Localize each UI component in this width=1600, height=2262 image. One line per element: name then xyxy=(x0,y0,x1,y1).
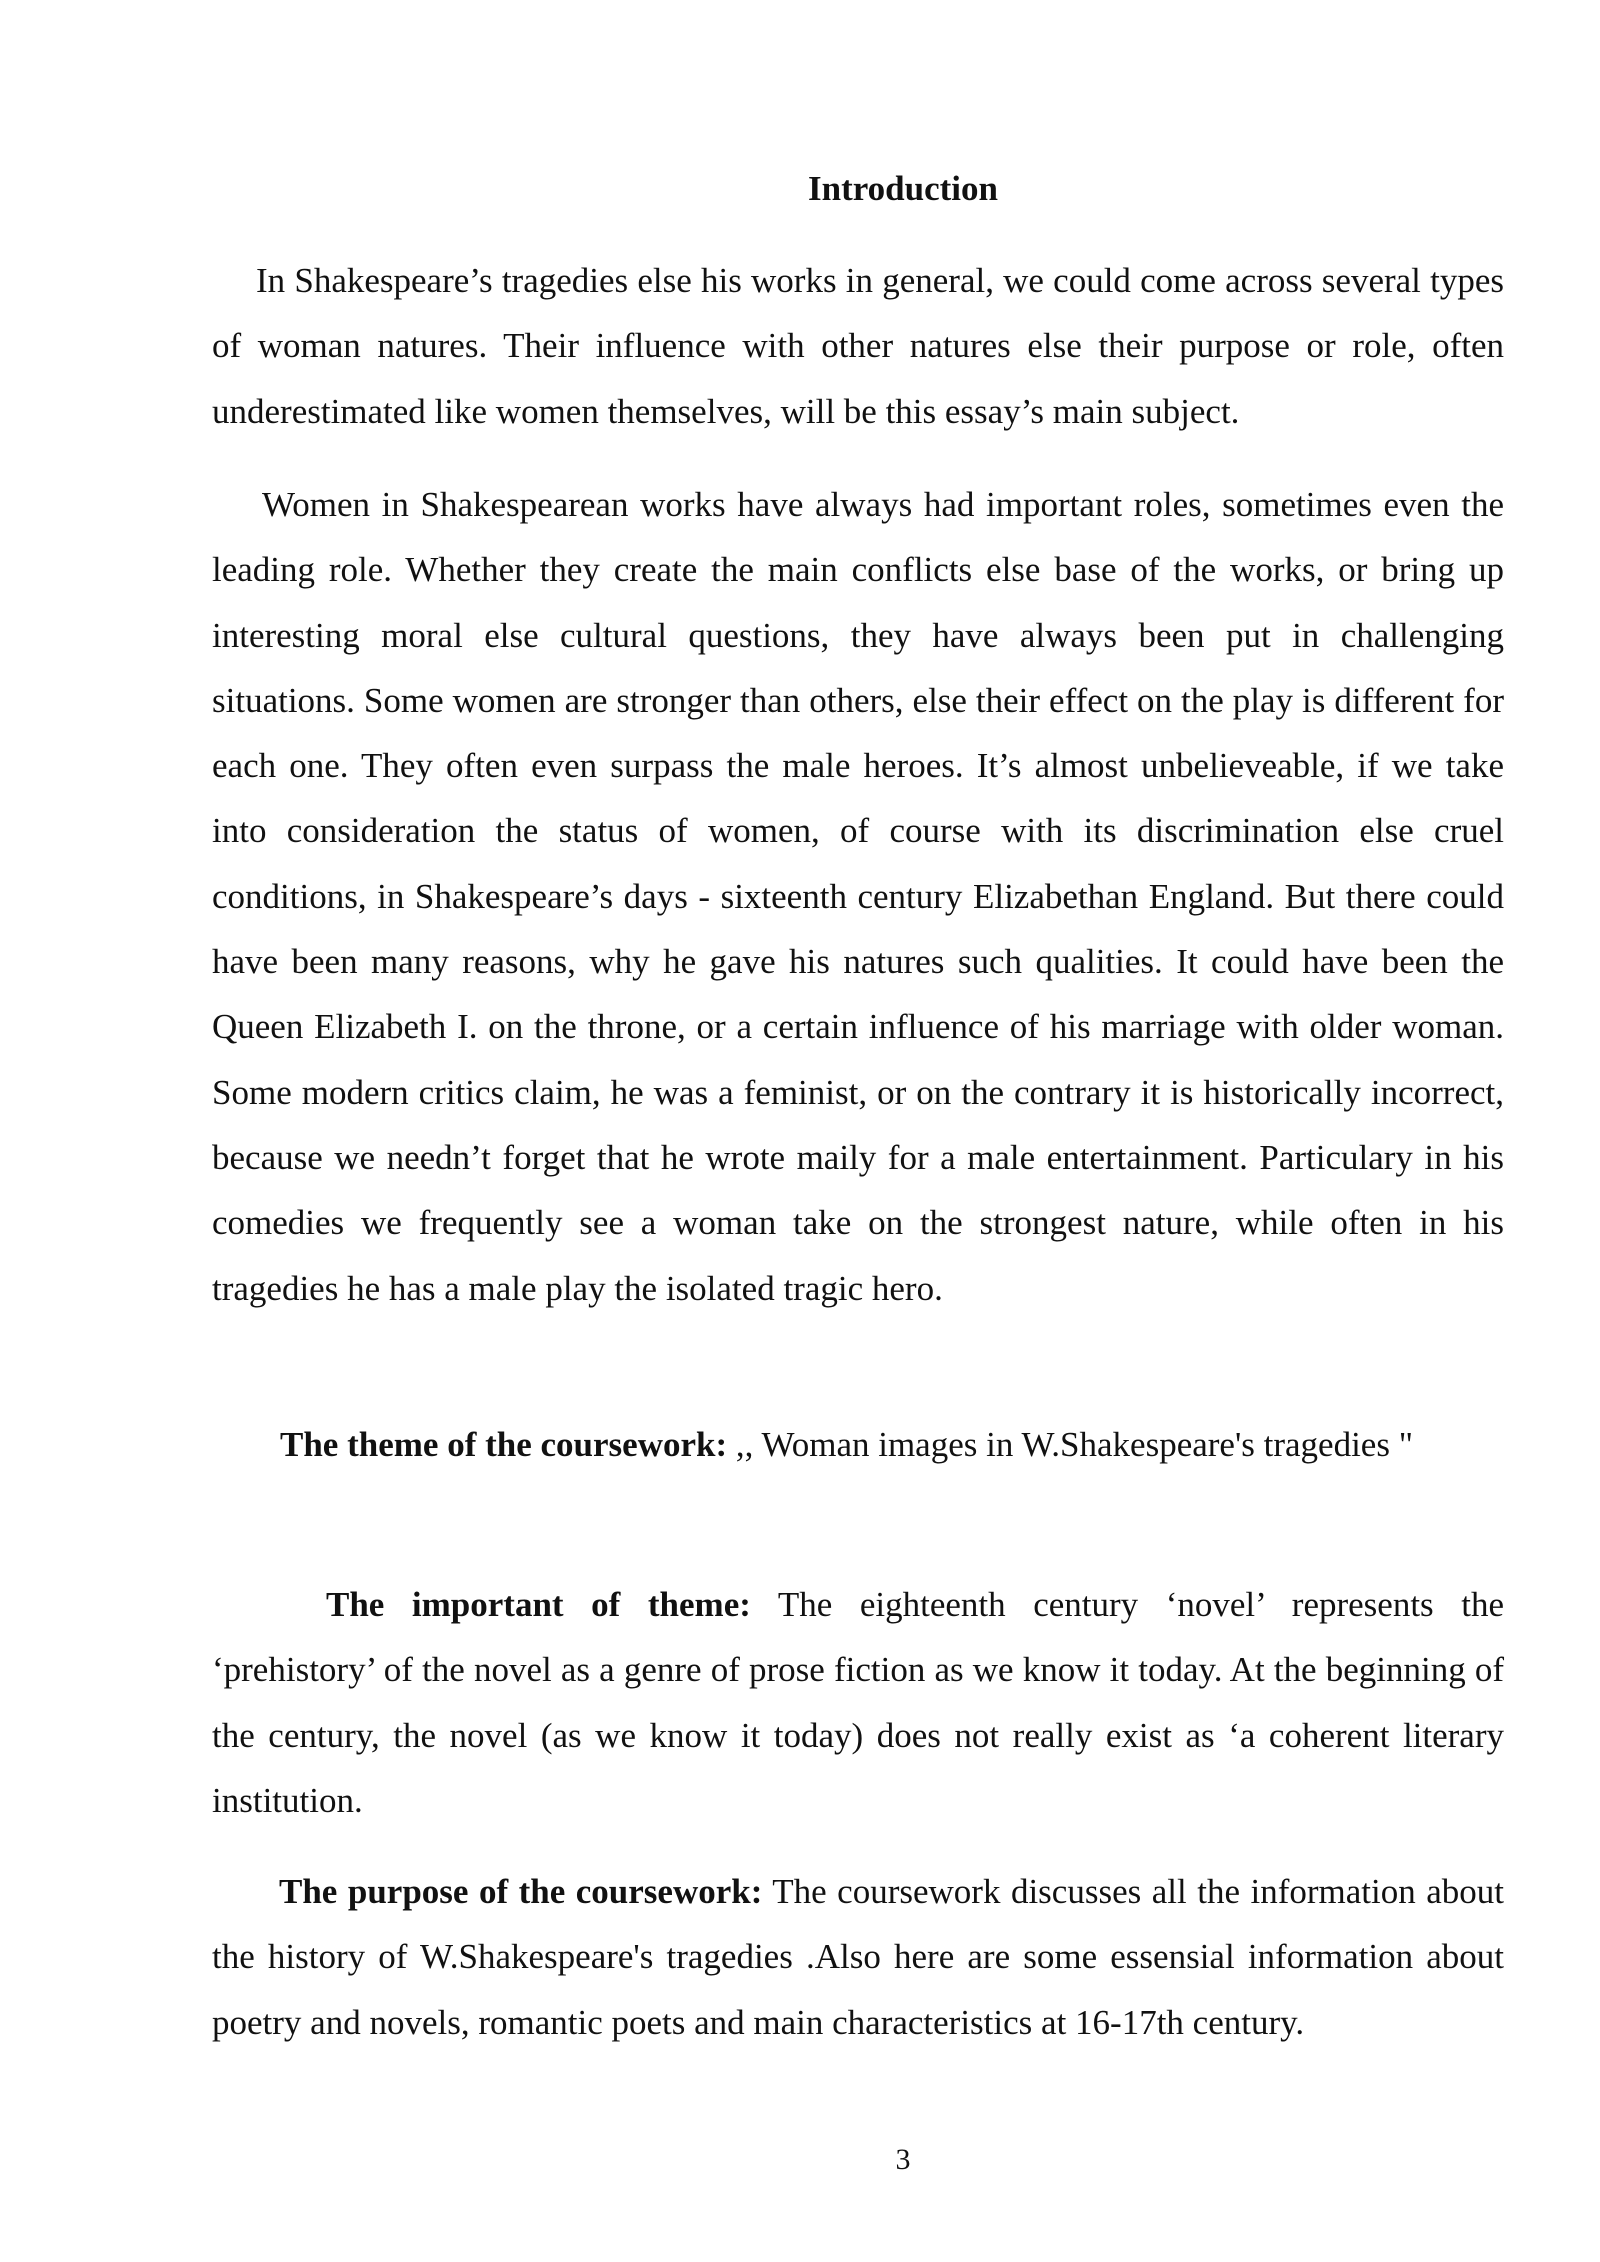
theme-paragraph xyxy=(212,1412,1504,1477)
page-title: Introduction xyxy=(808,169,998,208)
intro-paragraph-1 xyxy=(212,248,1504,444)
importance-paragraph xyxy=(212,1572,1504,1833)
theme-text: ,, Woman images in W.Shakespeare's tragedies " xyxy=(727,1425,1413,1464)
importance-label: The important of theme: xyxy=(326,1585,751,1624)
purpose-label: The purpose of the coursework: xyxy=(279,1872,763,1911)
document-page xyxy=(212,0,1504,2262)
page-number: 3 xyxy=(895,2143,911,2176)
purpose-paragraph xyxy=(212,1859,1504,2055)
paragraph-text: In Shakespeare’s tragedies else his works in general, we could come across several types of woman natures. Their influence with other natures else their purpose or role, often underestimated like women themselves, will be this essay’s main subject. xyxy=(212,261,1504,431)
purpose-text: The coursework discusses all the information about the history of W.Shakespeare's tragedies .Also here are some essensial information about poetry and novels, romantic poets and main characteristics at 16-17th century. xyxy=(212,1872,1504,2042)
paragraph-text: Women in Shakespearean works have always had important roles, sometimes even the leading role. Whether they create the main conflicts else base of the works, or bring up interesting moral else cultural questions, they have always been put in challenging situations. Some women are stronger than others, else their effect on the play is different for each one. They often even surpass the male heroes. It’s almost unbelieveable, if we take into consideration the status of women, of course with its discrimination else cruel conditions, in Shakespeare’s days - sixteenth century Elizabethan England. But there could have been many reasons, why he gave his natures such qualities. It could have been the Queen Elizabeth I. on the throne, or a certain influence of his marriage with older woman. Some modern critics claim, he was a feminist, or on the contrary it is historically incorrect, because we needn’t forget that he wrote maily for a male entertainment. Particulary in his comedies we frequently see a woman take on the strongest nature, while often in his tragedies he has a male play the isolated tragic hero. xyxy=(212,485,1504,1308)
theme-label: The theme of the coursework: xyxy=(280,1425,728,1464)
importance-text: The eighteenth century ‘novel’ represents the ‘prehistory’ of the novel as a genre of prose fiction as we know it today. At the beginning of the century, the novel (as we know it today) does not really exist as ‘a coherent literary institution. xyxy=(212,1585,1505,1820)
intro-paragraph-2 xyxy=(212,472,1504,1321)
